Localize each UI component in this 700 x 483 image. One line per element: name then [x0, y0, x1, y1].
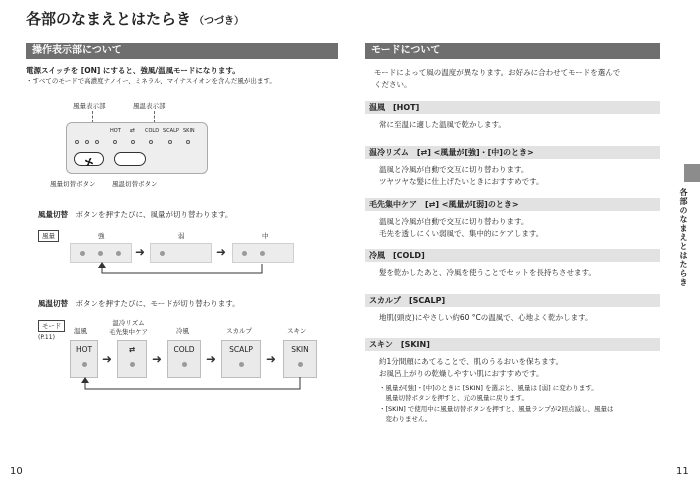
fan-dot	[242, 251, 247, 256]
mode-button-cold	[167, 340, 201, 378]
section-header-controls: 操作表示部について	[26, 43, 338, 59]
mode-label-cold: COLD	[145, 128, 160, 134]
mode-section-scalp-title: スカルプ [SCALP]	[365, 294, 660, 307]
modes-intro-line2: ください。	[374, 80, 412, 89]
mode-section-rhythm-title: 温冷リズム [⇄] <風量が[強]・[中]のとき>	[365, 146, 660, 159]
mode-dot	[82, 362, 87, 367]
mode-cycle-return-arrow	[80, 377, 320, 393]
mode-label-rhythm-icon: ⇄	[130, 127, 136, 134]
mode-lamp	[186, 140, 190, 144]
temp-button-label: 風温切替ボタン	[112, 180, 158, 188]
mode-dot	[298, 362, 303, 367]
mode-button-hot	[70, 340, 98, 378]
skin-note: ・風量が[強]・[中]のときに [SKIN] を選ぶと、風量は [弱] に変わります。	[379, 384, 598, 392]
arrow-right-icon: ➜	[135, 245, 146, 259]
mode-name-hot: 温風	[74, 327, 87, 335]
mode-section-hot-text: 常に至温に適した温風で乾かします。	[379, 120, 506, 129]
mode-dot	[130, 362, 135, 367]
mode-button-scalp-text: SCALP	[229, 345, 253, 354]
arrow-right-icon: ➜	[102, 352, 113, 366]
mode-section-cold-text: 髪を乾かしたあと、冷風を使うことでセットを長持ちさせます。	[379, 268, 596, 277]
mode-section-tipcare-text: 温風と冷風が自動で交互に切り替わります。	[379, 217, 529, 226]
mode-section-skin-text: 約1分間顔にあてることで、肌のうるおいを保ちます。	[379, 357, 564, 366]
controls-note: ・すべてのモードで高濃度ナノイー、ミネラル、マイナスイオンを含んだ風が出ます。	[26, 77, 276, 85]
chapter-side-tab	[684, 164, 700, 182]
fan-level-medium: 中	[262, 232, 269, 240]
page-title-suffix: （つづき）	[194, 16, 245, 27]
mode-tag: モード	[38, 320, 65, 332]
mode-name-rhythm: 温冷リズム 毛先集中ケア	[109, 319, 148, 336]
arrow-right-icon: ➜	[216, 245, 227, 259]
mode-lamp	[149, 140, 153, 144]
mode-label-skin: SKIN	[183, 128, 195, 134]
mode-section-scalp-text: 地肌(頭皮)にやさしい約60 °Cの温風で、心地よく乾かします。	[379, 313, 593, 322]
mode-name-scalp: スカルプ	[226, 327, 252, 335]
mode-lamp	[168, 140, 172, 144]
mode-button-cold-text: COLD	[173, 345, 195, 354]
controls-intro: 電源スイッチを [ON] にすると、強風/温風モードになります。	[26, 66, 240, 75]
mode-name-skin: スキン	[287, 327, 307, 335]
fan-switch-heading-bold: 風量切替	[38, 210, 68, 219]
temp-indicator-label: 風温表示部	[133, 102, 166, 110]
arrow-right-icon: ➜	[206, 352, 217, 366]
mode-section-tipcare-title: 毛先集中ケア [⇄] <風量が[弱]のとき>	[365, 198, 660, 211]
temp-switch-heading-text: ボタンを押すたびに、モードが切り替わります。	[75, 299, 240, 308]
mode-section-tipcare-text: 毛先を透しにくい弱風で、集中的にケアします。	[379, 229, 544, 238]
modes-intro-line1: モードによって風の温度が異なります。お好みに合わせてモードを選んで	[374, 68, 621, 77]
mode-button-skin-text: SKIN	[291, 345, 309, 354]
fan-cycle-return-arrow	[90, 262, 270, 278]
fan-switch-heading-text: ボタンを押すたびに、風量が切り替わります。	[75, 210, 233, 219]
mode-section-skin-text: お風呂上がりの乾燥しやすい肌におすすめです。	[379, 369, 544, 378]
fan-dot	[160, 251, 165, 256]
mode-button-rhythm	[117, 340, 147, 378]
page-number-left: 10	[10, 466, 23, 477]
mode-dot	[239, 362, 244, 367]
mode-button-skin	[283, 340, 317, 378]
skin-note: 変わりません。	[379, 415, 432, 423]
mode-dot	[182, 362, 187, 367]
page-title: 各部のなまえとはたらき （つづき）	[26, 10, 245, 28]
mode-section-skin-title: スキン [SKIN]	[365, 338, 660, 351]
fan-icon	[75, 156, 103, 168]
mode-button-scalp	[221, 340, 261, 378]
mode-section-rhythm-text: 温風と冷風が自動で交互に切り替わります。	[379, 165, 529, 174]
fan-indicator-label: 風量表示部	[73, 102, 106, 110]
fan-level-strong: 強	[98, 232, 105, 240]
page-reference: (P.11)	[38, 334, 55, 341]
arrow-right-icon: ➜	[152, 352, 163, 366]
fan-switch-heading	[38, 209, 232, 220]
temp-switch-heading-bold: 風温切替	[38, 299, 68, 308]
mode-name-cold: 冷風	[176, 327, 189, 335]
fan-lamp	[95, 140, 99, 144]
mode-section-cold-title: 冷風 [COLD]	[365, 249, 660, 262]
mode-lamp	[113, 140, 117, 144]
mode-button-hot-text: HOT	[75, 345, 93, 354]
mode-label-hot: HOT	[110, 128, 121, 134]
fan-switch-button[interactable]	[74, 152, 104, 166]
fan-dot	[98, 251, 103, 256]
fan-lamp	[75, 140, 79, 144]
mode-lamp	[131, 140, 135, 144]
mode-section-hot-title: 温風 [HOT]	[365, 101, 660, 114]
fan-button-label: 風量切替ボタン	[50, 180, 96, 188]
temp-switch-heading	[38, 298, 240, 309]
chapter-side-label: 各部のなまえとはたらき	[679, 188, 688, 287]
fan-dot	[260, 251, 265, 256]
fan-tag: 風量	[38, 230, 59, 242]
page-number-right: 11	[676, 466, 689, 477]
fan-dot	[80, 251, 85, 256]
arrow-right-icon: ➜	[266, 352, 277, 366]
skin-note: ・[SKIN] で使用中に風量切替ボタンを押すと、風量ランプが2回点滅し、風量は	[379, 405, 614, 413]
fan-lamp	[85, 140, 89, 144]
temp-switch-button[interactable]	[114, 152, 146, 166]
skin-note: 風量切替ボタンを押すと、元の風量に戻ります。	[379, 394, 528, 402]
mode-section-rhythm-text: ツヤツヤな髪に仕上げたいときにおすすめです。	[379, 177, 544, 186]
mode-button-rhythm-icon: ⇄	[128, 345, 136, 354]
fan-level-weak: 弱	[178, 232, 185, 240]
section-header-modes: モードについて	[365, 43, 660, 59]
fan-dot	[116, 251, 121, 256]
mode-label-scalp: SCALP	[163, 128, 179, 134]
